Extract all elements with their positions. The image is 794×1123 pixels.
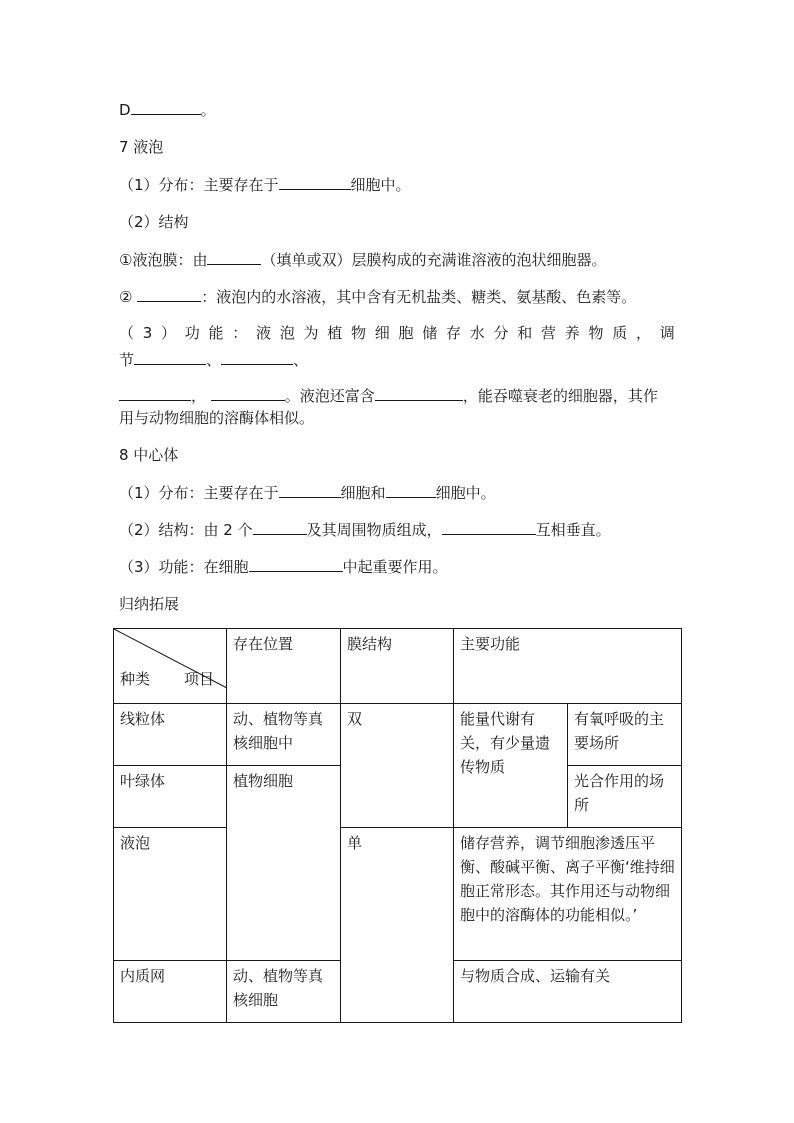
line-end: 。 (200, 101, 216, 119)
answer-blank[interactable] (207, 249, 261, 265)
cell-membrane: 双 (341, 704, 454, 828)
char: 养 (564, 324, 580, 342)
cell-membrane: 单 (341, 828, 454, 1023)
char: 物 (588, 324, 604, 342)
header-item: 项目 (183, 670, 214, 688)
table-row (114, 828, 682, 961)
cell-function: 储存营养，调节细胞渗透压平衡、酸碱平衡、离子平衡‘维持细胞正常形态。其作用还与动物细胞中的溶酶体的功能相似。’ (454, 828, 682, 961)
char: 分 (493, 324, 509, 342)
char: ） (161, 324, 177, 342)
text: ， (191, 387, 207, 405)
line-centrosome-function (119, 556, 448, 577)
cell-function: 有氧呼吸的主要场所 (568, 704, 682, 766)
text: 。液泡还富含 (284, 387, 375, 405)
text: 细胞中。 (435, 484, 496, 502)
char: 调 (659, 324, 675, 342)
header-membrane: 膜结构 (341, 629, 454, 704)
text: ② (119, 288, 133, 306)
line-option-d (119, 99, 216, 120)
char: （ (119, 324, 135, 342)
char: 水 (469, 324, 485, 342)
line-vacuole-function (119, 323, 675, 343)
header-diagonal-cell (114, 629, 227, 704)
char: 胞 (398, 324, 414, 342)
text: （2）结构：由 2 个 (119, 521, 253, 539)
cell-name: 线粒体 (114, 704, 227, 766)
text: 细胞中。 (350, 176, 411, 194)
char: 储 (422, 324, 438, 342)
cell-function: 与物质合成、运输有关 (454, 961, 682, 1023)
text: （1）分布：主要存在于 (119, 484, 279, 502)
answer-blank[interactable] (131, 99, 201, 115)
text: ①液泡膜：由 (119, 251, 208, 269)
char: 营 (541, 324, 557, 342)
cell-location: 动、植物等真核细胞中 (227, 704, 341, 766)
answer-blank[interactable] (279, 174, 351, 190)
option-label: D (119, 101, 131, 119)
line-cell-sap (119, 286, 636, 307)
line-centrosome-structure (119, 519, 611, 540)
cell-location: 动、植物等真核细胞 (227, 961, 341, 1023)
line-vacuole-function-2 (119, 349, 308, 370)
char: 和 (517, 324, 533, 342)
line-vacuole-function-3 (119, 385, 658, 406)
answer-blank[interactable] (134, 349, 206, 365)
line-vacuole-membrane (119, 249, 606, 270)
answer-blank[interactable] (386, 482, 436, 498)
text: （3）功能：在细胞 (119, 558, 249, 576)
text: ：液泡内的水溶液，其中含有无机盐类、糖类、氨基酸、色素等。 (201, 288, 637, 306)
char: 能 (208, 324, 224, 342)
header-location: 存在位置 (227, 629, 341, 704)
char: 存 (446, 324, 462, 342)
table-row (114, 704, 682, 766)
line-vacuole-function-4: 用与动物细胞的溶酶体相似。 (119, 409, 315, 427)
answer-blank[interactable] (279, 482, 341, 498)
text: （1）分布：主要存在于 (119, 176, 279, 194)
char: 细 (374, 324, 390, 342)
answer-blank[interactable] (137, 286, 201, 302)
char: ： (232, 324, 248, 342)
section-heading-centrosome: 8 中心体 (119, 446, 179, 464)
header-kind: 种类 (120, 670, 151, 688)
char: 植 (327, 324, 343, 342)
char: 为 (303, 324, 319, 342)
text: 、 (206, 351, 222, 369)
organelle-comparison-table (113, 628, 682, 1023)
text: 节 (119, 351, 135, 369)
cell-name: 内质网 (114, 961, 227, 1023)
answer-blank[interactable] (249, 556, 343, 572)
text: 互相垂直。 (535, 521, 611, 539)
line-vacuole-structure: （2）结构 (119, 213, 189, 231)
text: 中起重要作用。 (342, 558, 448, 576)
cell-name: 叶绿体 (114, 766, 227, 828)
answer-blank[interactable] (375, 385, 463, 401)
char: ， (636, 324, 652, 342)
char: 3 (142, 324, 153, 342)
char: 功 (184, 324, 200, 342)
answer-blank[interactable] (211, 385, 285, 401)
char: 液 (256, 324, 272, 342)
char: 质 (612, 324, 628, 342)
char: 物 (351, 324, 367, 342)
cell-function-shared: 能量代谢有关，有少量遗传物质 (454, 704, 568, 828)
answer-blank[interactable] (253, 519, 307, 535)
line-vacuole-distribution (119, 174, 411, 195)
text: （填单或双）层膜构成的充满谁溶液的泡状细胞器。 (261, 251, 607, 269)
header-function: 主要功能 (454, 629, 682, 704)
text: 、 (293, 351, 309, 369)
cell-name: 液泡 (114, 828, 227, 961)
section-heading-vacuole: 7 液泡 (119, 138, 164, 156)
line-centrosome-distribution (119, 482, 496, 503)
cell-function: 光合作用的场所 (568, 766, 682, 828)
answer-blank[interactable] (442, 519, 536, 535)
text: 细胞和 (340, 484, 386, 502)
cell-location: 植物细胞 (227, 766, 341, 961)
section-heading-summary: 归纳拓展 (119, 595, 180, 613)
answer-blank[interactable] (119, 385, 191, 401)
text: ，能吞噬衰老的细胞器，其作 (462, 387, 658, 405)
table-header-row (114, 629, 682, 704)
char: 泡 (279, 324, 295, 342)
text: 及其周围物质组成， (306, 521, 442, 539)
answer-blank[interactable] (221, 349, 293, 365)
